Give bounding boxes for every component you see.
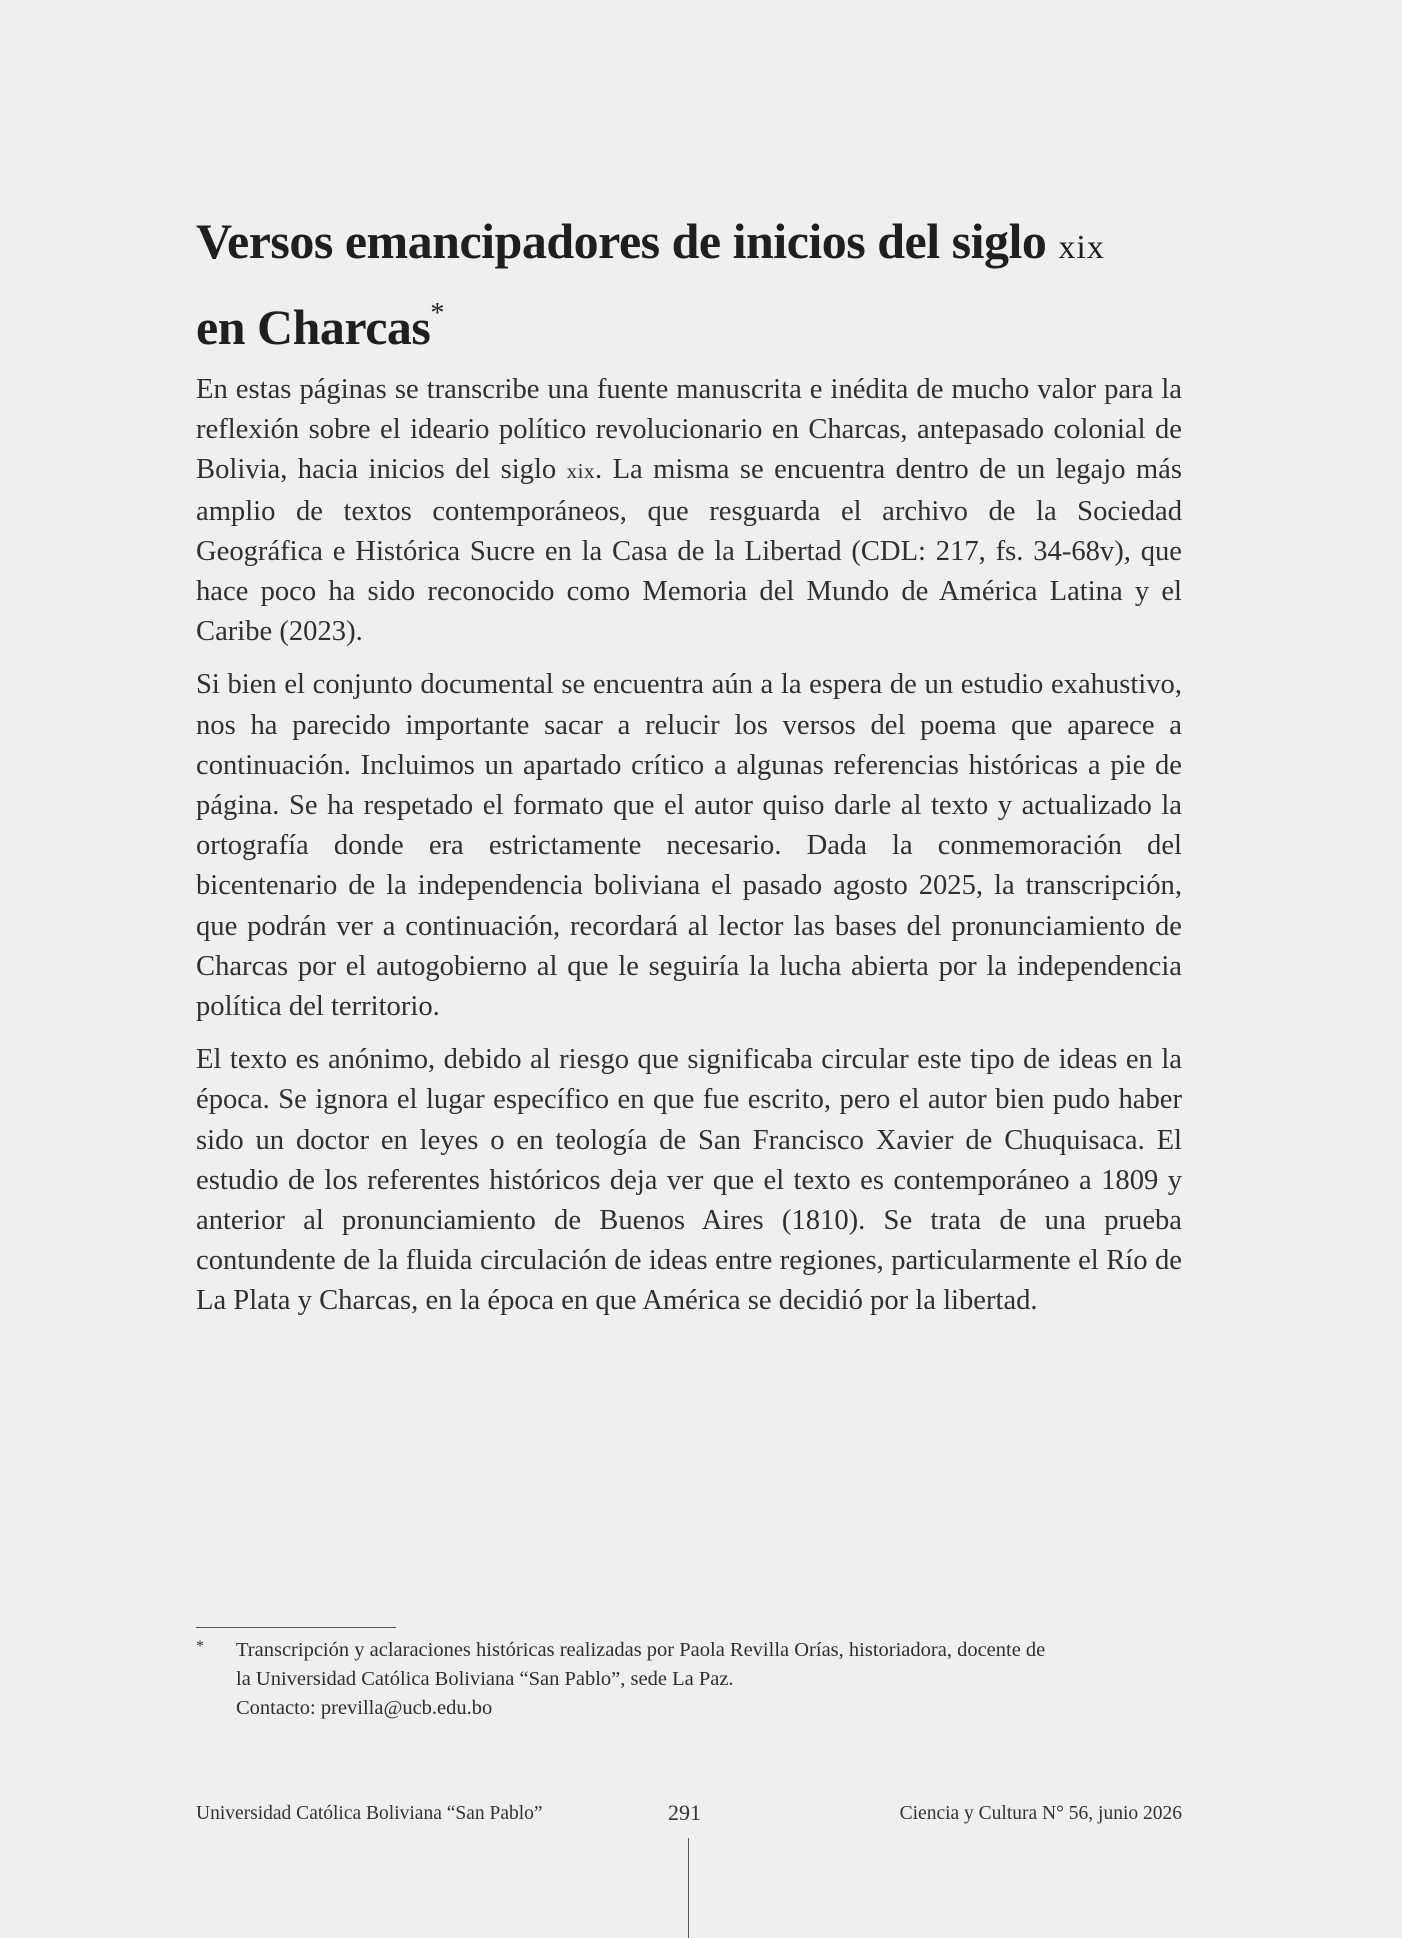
footnote-line-1: Transcripción y aclaraciones históricas realizadas por Paola Revilla Orías, historiadora, docente de [236,1639,1046,1661]
title-line1-text: Versos emancipadores de inicios del siglo [196,213,1059,269]
footer-vertical-rule [688,1838,689,1938]
footnote-body [236,1636,1186,1723]
footnote-separator [196,1627,396,1628]
footnote-marker: * [196,1638,204,1655]
paragraph-1-century: xix [566,459,595,484]
paragraph-2: Si bien el conjunto documental se encuentra aún a la espera de un estudio exahustivo, nos ha parecido importante sacar a relucir los versos del poema que aparece a continuación. Incluimos un apartado crítico a algunas referencias históricas a pie de página. Se ha respetado el formato que el autor quiso darle al texto y actualizado la ortografía donde era estrictamente necesario. Dada la conmemoración del bicentenario de la independencia boliviana el pasado agosto 2025, la transcripción, que podrán ver a continuación, recordará al lector las bases del pronunciamiento de Charcas por el autogobierno al que le seguiría la lucha abierta por la independencia política del territorio. [196,669,1182,1023]
footnote [196,1636,1186,1723]
footnote-line-2: la Universidad Católica Boliviana “San Pablo”, sede La Paz. [236,1668,734,1690]
paragraph-1 [196,370,1182,652]
title-line2-text: en Charcas [196,299,431,355]
footer-publisher: Universidad Católica Boliviana “San Pablo” [196,1803,543,1824]
page-number: 291 [668,1800,701,1825]
paragraph-1-part-b: . La misma se encuentra dentro de un legajo más amplio de textos contemporáneos, que resguarda el archivo de la Sociedad Geográfica e Histórica Sucre en la Casa de la Libertad (CDL: 217, fs. 34-68v), que hace poco ha sido reconocido como Memoria del Mundo de América Latina y el Caribe (2023). [196,454,1182,648]
title-century: xix [1058,229,1105,266]
article-body [196,370,1182,1335]
article-title [196,208,1196,360]
paragraph-1-part-a: En estas páginas se transcribe una fuente manuscrita e inédita de mucho valor para la reflexión sobre el ideario político revolucionario en Charcas, antepasado colonial de Bolivia, hacia inicios del siglo [196,374,1182,486]
footer-journal: Ciencia y Cultura N° 56, junio 2026 [899,1803,1182,1824]
paragraph-3: El texto es anónimo, debido al riesgo que significaba circular este tipo de ideas en la época. Se ignora el lugar específico en que fue escrito, pero el autor bien pudo haber sido un doctor en leyes o en teología de San Francisco Xavier de Chuquisaca. El estudio de los referentes históricos deja ver que el texto es contemporáneo a 1809 y anterior al pronunciamiento de Buenos Aires (1810). Se trata de una prueba contundente de la fluida circulación de ideas entre regiones, particularmente el Río de La Plata y Charcas, en la época en que América se decidió por la libertad. [196,1044,1182,1317]
footnote-contact[interactable]: Contacto: previlla@ucb.edu.bo [236,1697,493,1719]
title-footnote-marker[interactable]: * [430,298,444,329]
